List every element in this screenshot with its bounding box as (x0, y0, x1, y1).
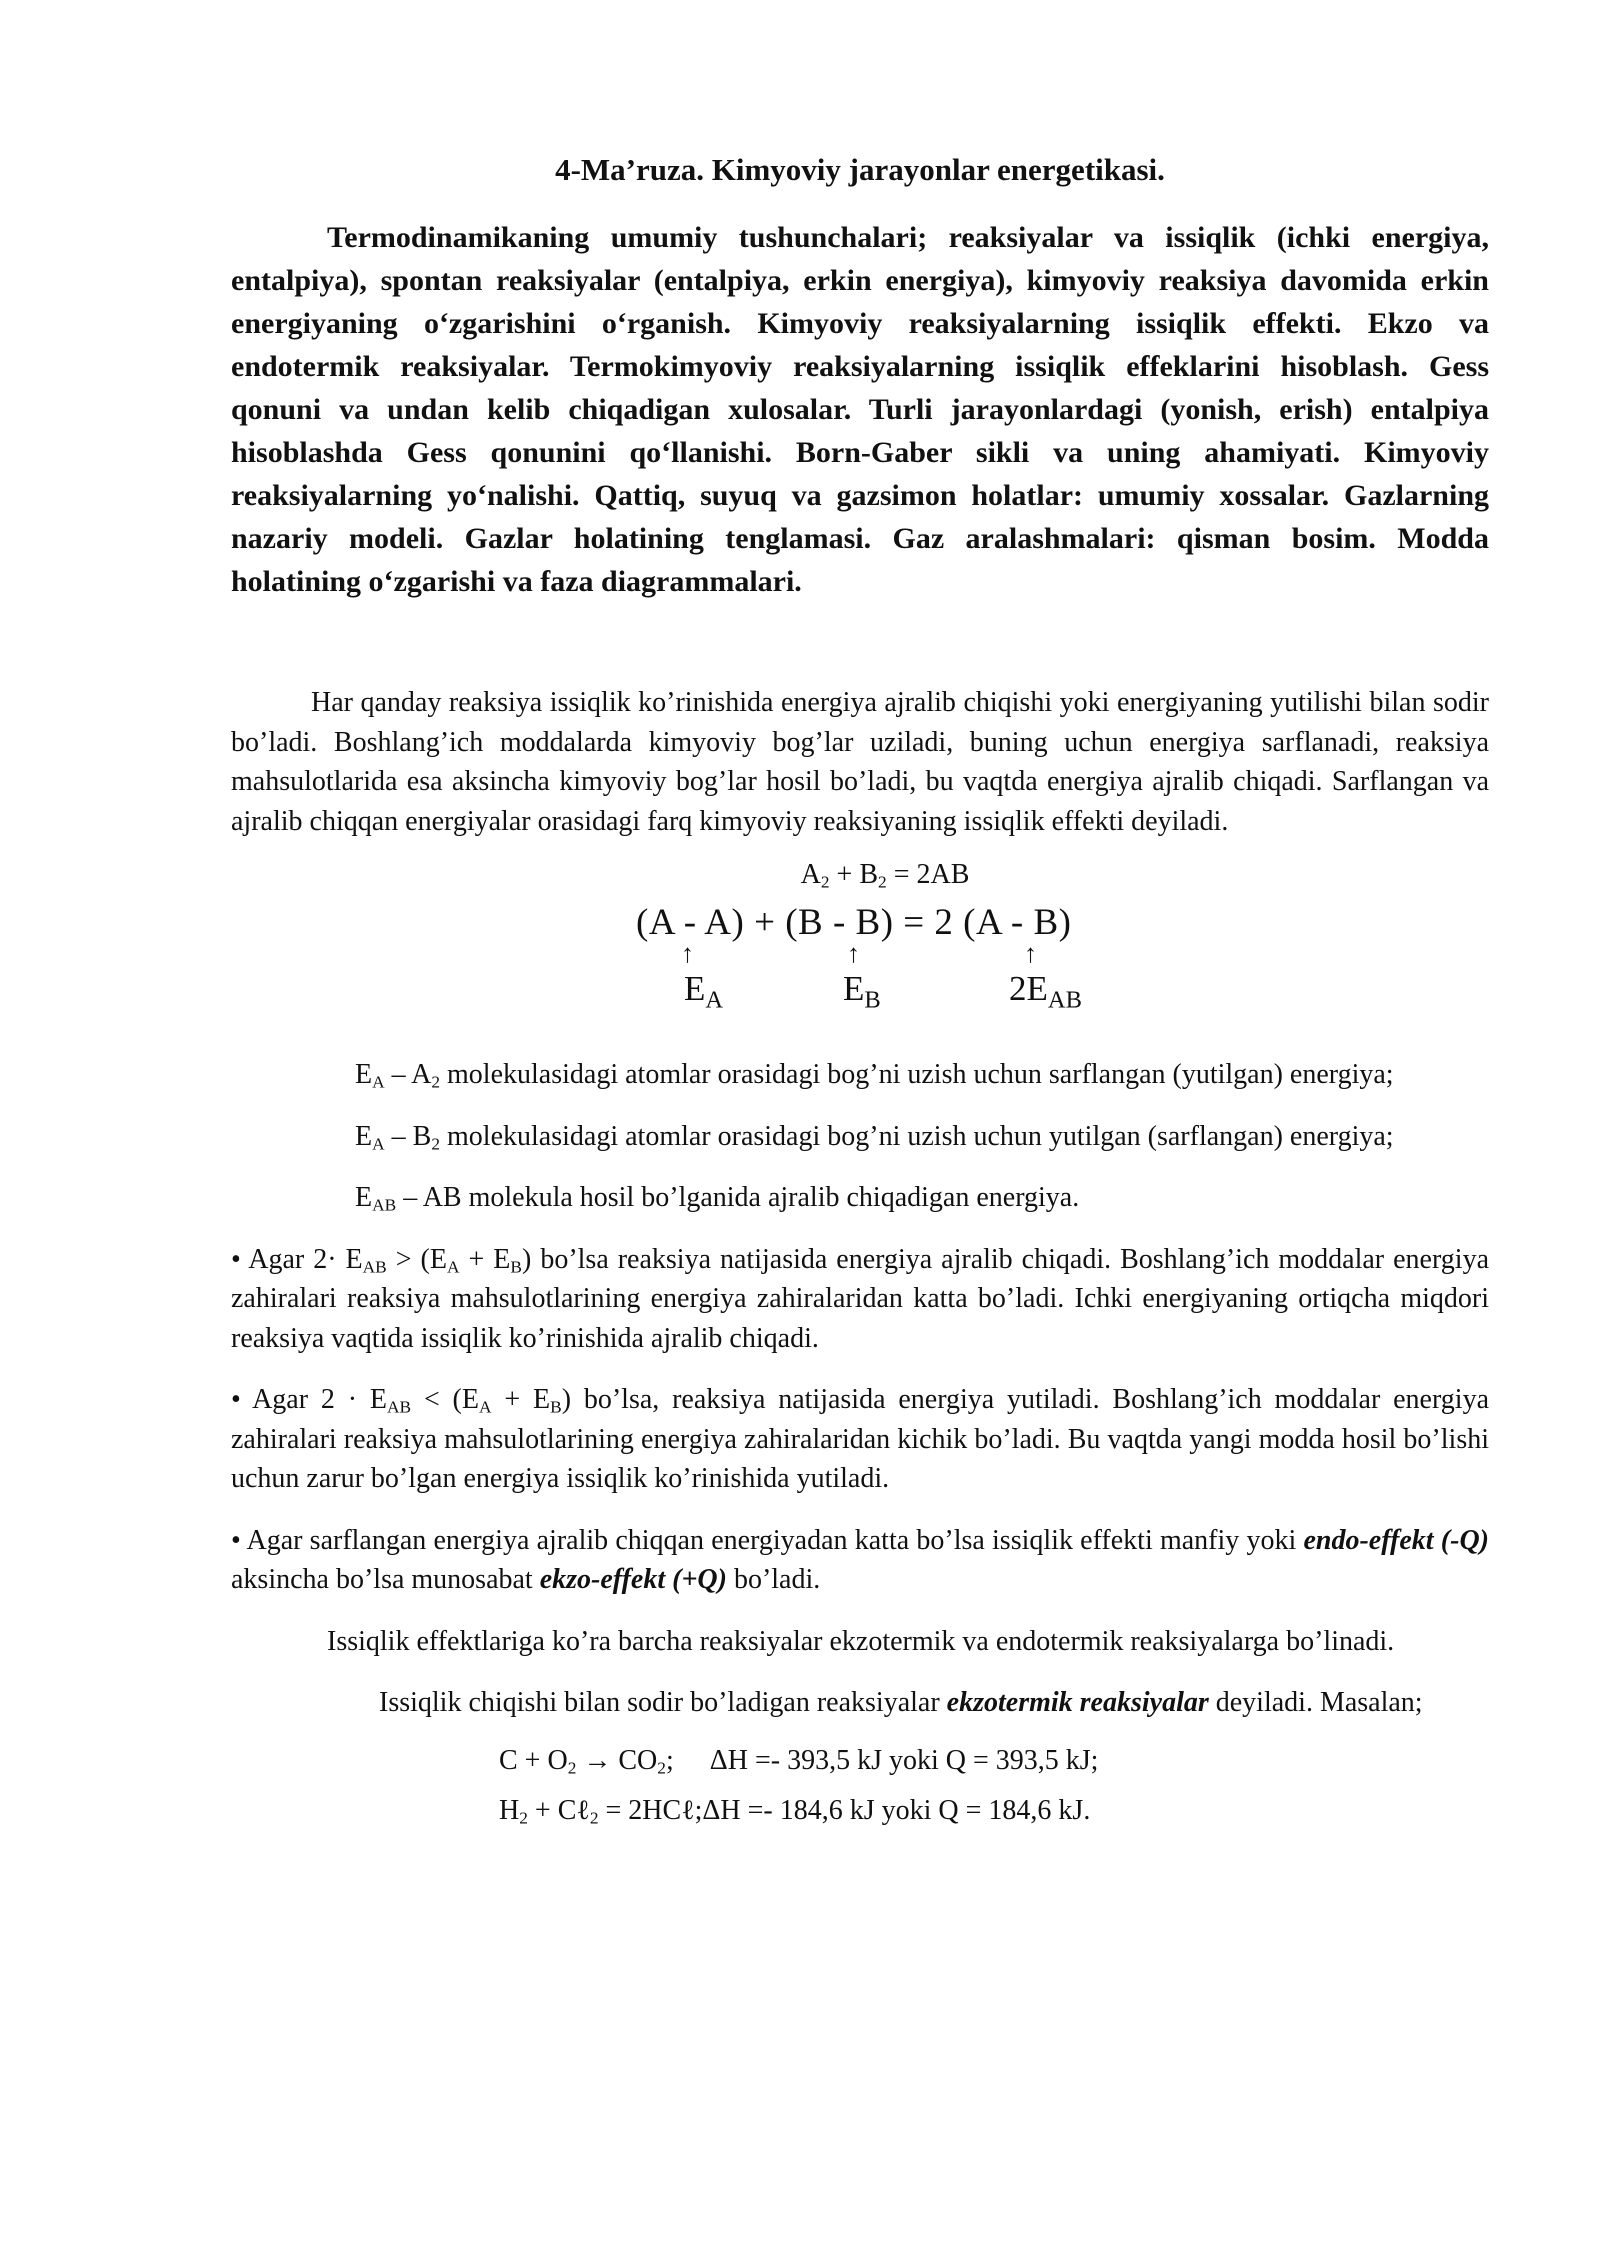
intro-paragraph: Har qanday reaksiya issiqlik ko’rinishida energiya ajralib chiqishi yoki energiyaning yutilishi bilan sodir bo’ladi. Boshlang’ich moddalarda kimyoviy bog’lar uziladi, buning uchun energiya sarflanadi, reaksiya mahsulotlarida esa aksincha kimyoviy bog’lar hosil bo’ladi, bu vaqtda energiya ajralib chiqadi. Sarflangan va ajralib chiqqan energiyalar orasidagi farq kimyoviy reaksiyaning issiqlik effekti deyiladi. (231, 687, 1489, 837)
bullet-endothermic-condition: • Agar $2 \cdot E_{AB} < (E_A + E_B)$ bo’lsa, reaksiya natijasida energiya yutiladi. Boshlang’ich moddalar energiya zahiralari reaksiya mahsulotlarining energiya zahiralaridan kichik bo’ladi. Bu vaqtda yangi modda hosil bo’lishi uchun zarur bo’lgan energiya issiqlik ko’rinishida yutiladi. (231, 1384, 1489, 1495)
bond-energy-diagram (231, 901, 1489, 1021)
document-page (231, 150, 1489, 1845)
arrow-up-icon: ↑ (847, 939, 860, 969)
exothermic-paragraph: Issiqlik chiqishi bilan sodir bo’ladigan reaksiyalar ekzotermik reaksiyalar deyiladi. Masalan; (379, 1687, 1423, 1719)
label-ea: $E_A$ (684, 969, 724, 1014)
bond-equation: (A - A) + (B - B) = 2 (A - B) (636, 902, 1072, 944)
definition-eab: $E_{AB}$ – AB molekula hosil bo’lganida ajralib chiqadigan energiya. (355, 1182, 1080, 1215)
arrow-up-icon: ↑ (1024, 939, 1037, 969)
formula-hcl: $H_2$ + Cℓ$_2$ = 2HCℓ;ΔH =- 184,6 kJ yoki Q = 184,6 kJ. (499, 1794, 1091, 1828)
classes-paragraph: Issiqlik effektlariga ko’ra barcha reaksiyalar ekzotermik va endotermik reaksiyalarga bo’linadi. (327, 1625, 1395, 1657)
term-ekzotermik: ekzotermik reaksiyalar (946, 1687, 1209, 1719)
formula-co2: $C + O_2 \to CO_2$; ΔH =- 393,5 kJ yoki Q = 393,5 kJ; (499, 1744, 1099, 1778)
reaction-equation: $A_2 + B_2 = 2AB$ (800, 859, 970, 892)
label-eb: $E_B$ (843, 969, 881, 1014)
label-eab: $2E_{AB}$ (1009, 969, 1082, 1014)
bullet-exothermic-condition: • Agar $2\cdot E_{AB} > (E_A + E_B)$ bo’lsa reaksiya natijasida energiya ajralib chiqadi. Boshlang’ich moddalar energiya zahiralari reaksiya mahsulotlarining energiya zahiralaridan katta bo’ladi. Ichki energiyaning ortiqcha miqdori reaksiya vaqtida issiqlik ko’rinishida ajralib chiqadi. (231, 1243, 1489, 1354)
bullet-effect-sign: • Agar sarflangan energiya ajralib chiqqan energiyadan katta bo’lsa issiqlik effekti manfiy yoki endo-effekt (-Q) aksincha bo’lsa munosabat ekzo-effekt (+Q) bo’ladi. (231, 1524, 1490, 1596)
arrow-up-icon: ↑ (681, 939, 694, 969)
spacer (231, 603, 1489, 683)
term-ekzo-effekt: ekzo-effekt (+Q) (539, 1564, 727, 1596)
lecture-title: 4-Ma’ruza. Kimyoviy jarayonlar energetikasi. (555, 152, 1165, 187)
term-endo-effekt: endo-effekt (-Q) (1303, 1524, 1490, 1556)
definition-ea: $E_A - A_2$ molekulasidagi atomlar orasidagi bog’ni uzish uchun sarflangan (yutilgan) energiya; (355, 1059, 1394, 1092)
abstract-paragraph: Termodinamikaning umumiy tushunchalari; reaksiyalar va issiqlik (ichki energiya, entalpiya), spontan reaksiyalar (entalpiya, erkin energiya), kimyoviy reaksiya davomida erkin energiyaning o‘zgarishini o‘rganish. Kimyoviy reaksiyalarning issiqlik effekti. Ekzo va endotermik reaksiyalar. Termokimyoviy reaksiyalarning issiqlik effeklarini hisoblash. Gess qonuni va undan kelib chiqadigan xulosalar. Turli jarayonlardagi (yonish, erish) entalpiya hisoblashda Gess qonunini qo‘llanishi. Born-Gaber sikli va uning ahamiyati. Kimyoviy reaksiyalarning yo‘nalishi. Qattiq, suyuq va gazsimon holatlar: umumiy xossalar. Gazlarning nazariy modeli. Gazlar holatining tenglamasi. Gaz aralashmalari: qisman bosim. Modda holatining o‘zgarishi va faza diagrammalari. (231, 221, 1489, 599)
definition-eb: $E_A - B_2$ molekulasidagi atomlar orasidagi bog’ni uzish uchun yutilgan (sarflangan) energiya; (355, 1120, 1394, 1154)
